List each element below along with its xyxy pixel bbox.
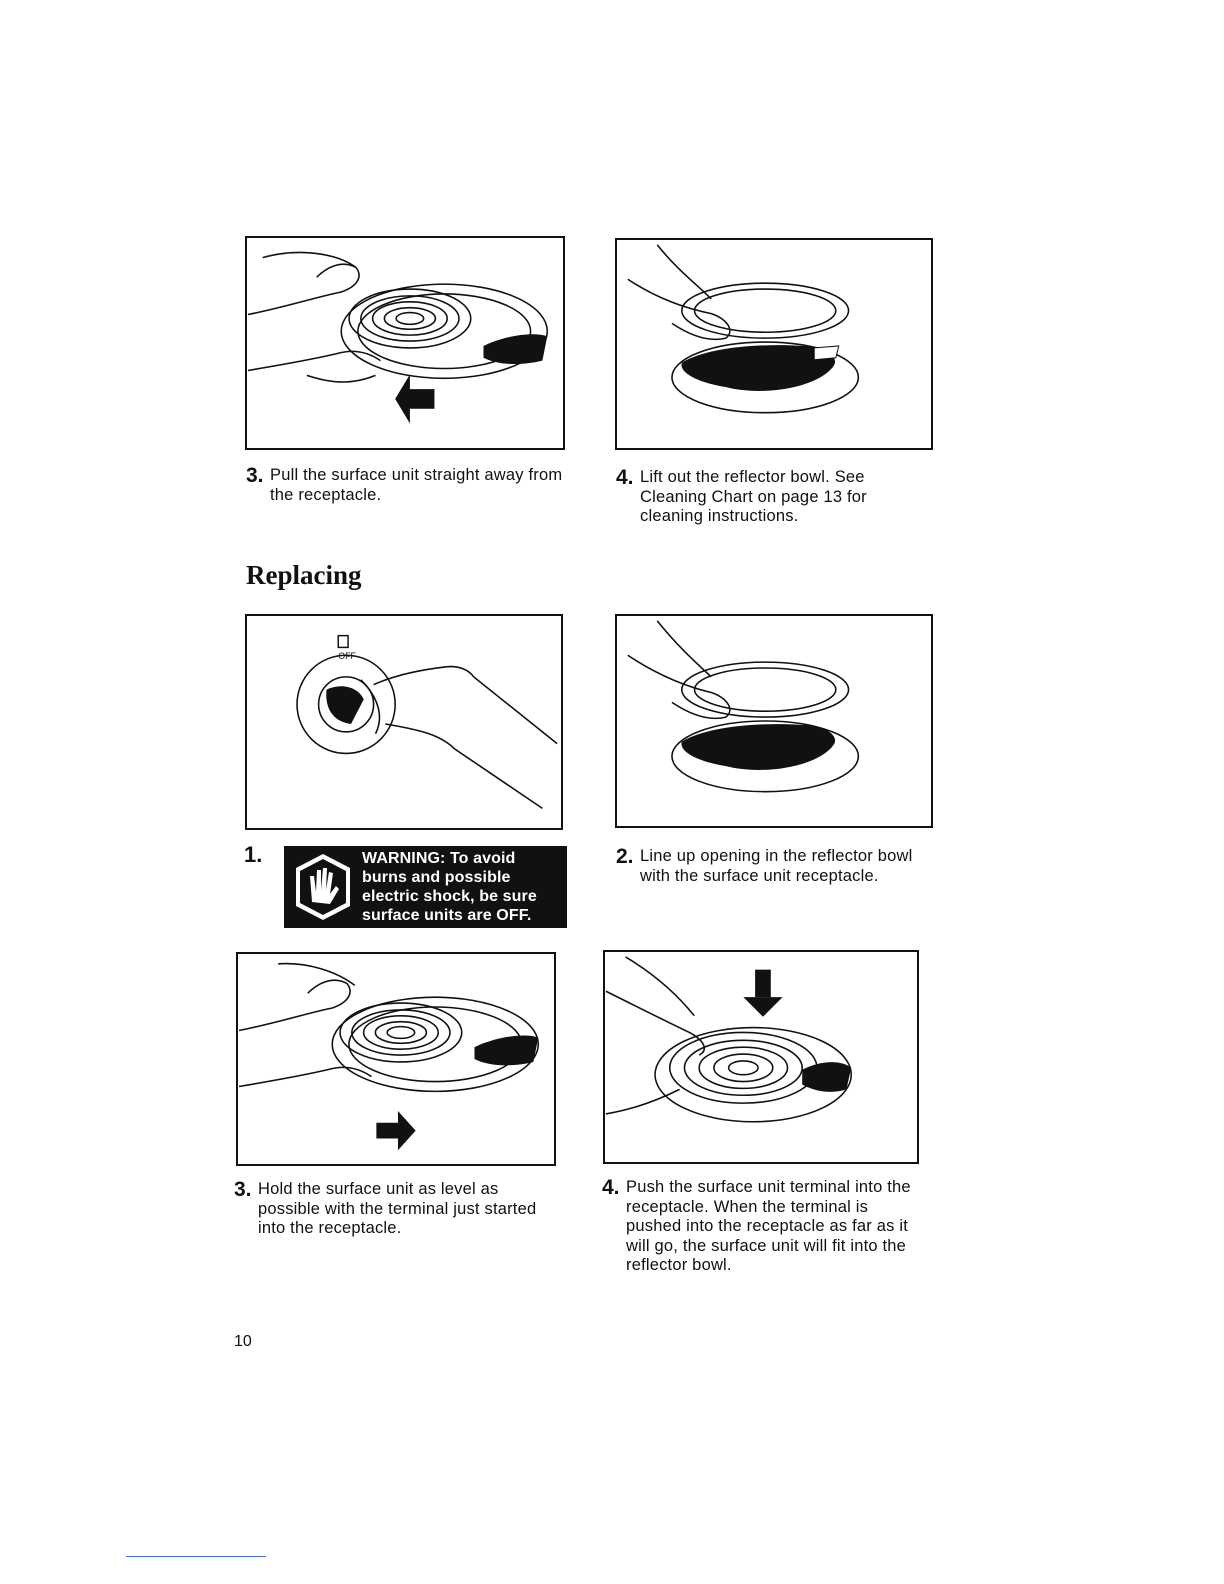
figure-hold-unit-level: [236, 952, 556, 1166]
step-number: 2.: [616, 845, 634, 868]
step-number: 3.: [246, 464, 264, 487]
step-text: Hold the surface unit as level as possible with the terminal just started into the receptacle.: [258, 1180, 537, 1237]
step-number: 3.: [234, 1178, 252, 1201]
step-hold-level: [234, 1180, 544, 1239]
step-line-up: [616, 847, 916, 886]
figure-pull-surface-unit: [245, 236, 565, 450]
step-pull-unit: [246, 466, 566, 505]
step-number: 4.: [616, 466, 634, 489]
figure-line-up-bowl: [615, 614, 933, 828]
page-number: 10: [234, 1333, 252, 1350]
figure-turn-knob-off: [245, 614, 563, 830]
step-text: Line up opening in the reflector bowl with the surface unit receptacle.: [640, 847, 913, 885]
hand-stop-icon: [292, 852, 354, 922]
step-text: Push the surface unit terminal into the receptacle. When the terminal is pushed into the receptacle as far as it will go, the surface unit will fit into the reflector bowl.: [626, 1178, 911, 1274]
step-push-terminal: [602, 1178, 920, 1276]
step-text: Lift out the reflector bowl. See Cleaning Chart on page 13 for cleaning instructions.: [640, 468, 867, 525]
step-text: Pull the surface unit straight away from the receptacle.: [270, 466, 563, 504]
step-number: 4.: [602, 1176, 620, 1199]
warning-line: electric shock, be sure: [362, 888, 537, 905]
section-heading-replacing: Replacing: [246, 560, 362, 590]
warning-line: surface units are OFF.: [362, 907, 532, 924]
step-lift-bowl: [616, 468, 916, 527]
warning-box: [284, 846, 567, 928]
warning-line: WARNING: To avoid: [362, 850, 516, 867]
step-number: 1.: [244, 842, 263, 867]
figure-lift-reflector-bowl: [615, 238, 933, 450]
figure-push-terminal: [603, 950, 919, 1164]
warning-line: burns and possible: [362, 869, 511, 886]
footer-rule: [126, 1556, 266, 1557]
knob-off-label: OFF: [338, 651, 356, 662]
